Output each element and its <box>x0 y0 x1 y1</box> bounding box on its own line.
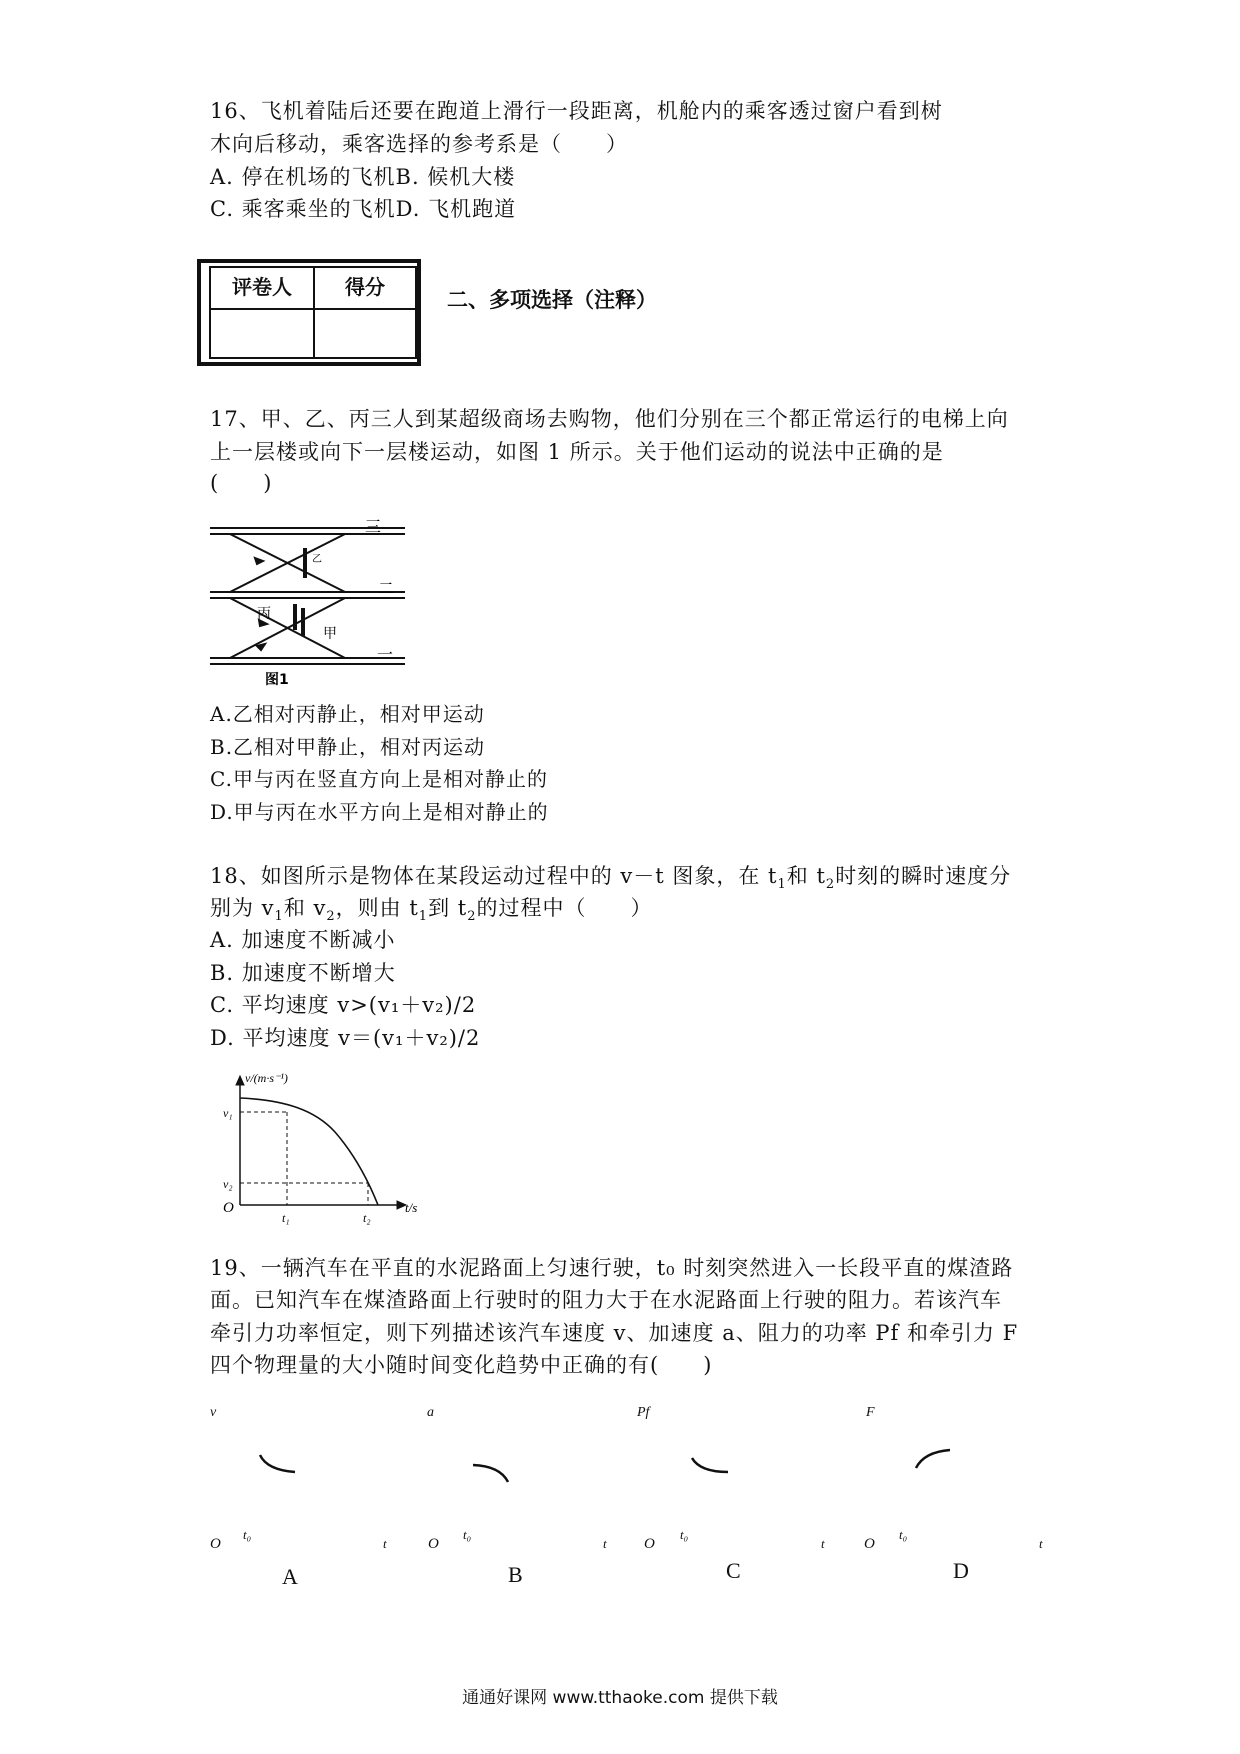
graph-c-t: t <box>821 1536 825 1551</box>
figure1-caption: 图1 <box>265 672 289 688</box>
q18-option-d: D. 平均速度 v＝(v₁＋v₂)/2 <box>210 1026 481 1050</box>
q18-line2-c: ，则由 t <box>335 896 419 920</box>
q18-sub-t2-a: 2 <box>825 877 836 893</box>
graph-a-label: A <box>282 1564 298 1589</box>
floor1-label: 一 <box>377 645 394 664</box>
graph-b-axis: a <box>427 1405 434 1420</box>
graph-c-origin: O <box>644 1536 655 1552</box>
q17-option-c: C.甲与丙在竖直方向上是相对静止的 <box>210 767 548 791</box>
q18-option-b: B. 加速度不断增大 <box>210 961 396 985</box>
q17-line1: 17、甲、乙、丙三人到某超级商场去购物，他们分别在三个都正常运行的电梯上向 <box>210 407 1009 431</box>
q19-line2: 面。已知汽车在煤渣路面上行驶时的阻力大于在水泥路面上行驶的阻力。若该汽车 <box>210 1288 1002 1312</box>
q18-line2-a: 别为 v <box>210 896 275 920</box>
q17-option-a: A.乙相对丙静止，相对甲运动 <box>210 702 485 726</box>
graph-c-curve <box>688 1452 738 1482</box>
score-label: 得分 <box>345 275 385 299</box>
graph-d-axis: F <box>866 1405 875 1420</box>
q18-line1-c: 时刻的瞬时速度分 <box>835 864 1012 888</box>
q18-option-c: C. 平均速度 v>(v₁＋v₂)/2 <box>210 993 477 1017</box>
person-bing-label: 丙 <box>257 606 271 622</box>
graph-a-t0: t₀ <box>243 1527 252 1542</box>
q16-line1: 16、飞机着陆后还要在跑道上滑行一段距离，机舱内的乘客透过窗户看到树 <box>210 99 943 123</box>
vt-xlabel: t/s <box>405 1200 418 1215</box>
q18-sub-t1-a: 1 <box>777 877 787 893</box>
graph-a-axis: v <box>210 1405 217 1420</box>
graph-a-origin: O <box>210 1536 221 1552</box>
score-table <box>197 259 421 366</box>
vt-t1: t₁ <box>282 1211 290 1225</box>
q18-sub-v2: 2 <box>326 909 336 925</box>
q18-line1-a: 18、如图所示是物体在某段运动过程中的 v－t 图象，在 t <box>210 864 778 888</box>
q17-line2: 上一层楼或向下一层楼运动，如图 1 所示。关于他们运动的说法中正确的是 <box>210 440 944 464</box>
graph-d-t0: t₀ <box>899 1527 908 1542</box>
vt-ylabel: v/(m·s⁻¹) <box>245 1071 288 1085</box>
q19-line1: 19、一辆汽车在平直的水泥路面上匀速行驶，t₀ 时刻突然进入一长段平直的煤渣路 <box>210 1256 1014 1280</box>
vt-v2: v₂ <box>223 1177 233 1191</box>
graph-d-t: t <box>1039 1536 1043 1551</box>
q18-line1-b: 和 t <box>786 864 826 888</box>
escalator-figure <box>205 518 415 688</box>
q18-line2-d: 到 t <box>428 896 468 920</box>
floor3-label: 三 <box>365 518 382 536</box>
q17-option-d: D.甲与丙在水平方向上是相对静止的 <box>210 800 549 824</box>
page-footer: 通通好课网 www.tthaoke.com 提供下载 <box>462 1688 778 1708</box>
graph-d-curve <box>912 1444 962 1474</box>
q19-line3: 牵引力功率恒定，则下列描述该汽车速度 v、加速度 a、阻力的功率 Pf 和牵引力 F <box>210 1321 1019 1345</box>
q18-option-a: A. 加速度不断减小 <box>210 928 396 952</box>
score-table-header-grader <box>209 266 315 310</box>
q19-line4: 四个物理量的大小随时间变化趋势中正确的有( ) <box>210 1353 713 1377</box>
vt-graph <box>205 1070 435 1230</box>
q17-option-b: B.乙相对甲静止，相对丙运动 <box>210 735 486 759</box>
graph-c-axis: Pf <box>637 1405 650 1420</box>
q18-line2-b: 和 v <box>283 896 327 920</box>
section-title: 二、多项选择（注释） <box>447 288 657 312</box>
grader-label: 评卷人 <box>232 275 292 299</box>
q18-sub-t1-b: 1 <box>418 909 429 925</box>
graph-d-label: D <box>953 1558 969 1583</box>
graph-a-t: t <box>383 1536 387 1551</box>
graph-b-origin: O <box>428 1536 439 1552</box>
vt-t2: t₂ <box>363 1211 371 1225</box>
q16-options-cd: C. 乘客乘坐的飞机D. 飞机跑道 <box>210 197 517 221</box>
graph-a-curve <box>255 1450 305 1480</box>
q18-line2-e: 的过程中（ ） <box>476 896 653 920</box>
graph-b-curve <box>470 1460 520 1490</box>
score-cell <box>313 308 417 359</box>
floor2-label: 二 <box>378 579 395 598</box>
person-yi-label: 乙 <box>312 554 322 565</box>
graph-b-t: t <box>603 1536 607 1551</box>
grader-cell <box>209 308 315 359</box>
q17-line3: ( ) <box>210 471 273 495</box>
graph-c-label: C <box>726 1558 741 1583</box>
graph-b-t0: t₀ <box>463 1527 472 1542</box>
graph-d-origin: O <box>864 1536 875 1552</box>
graph-c-t0: t₀ <box>680 1527 689 1542</box>
q16-line2: 木向后移动，乘客选择的参考系是（ ） <box>210 132 628 156</box>
q16-options-ab: A. 停在机场的飞机B. 候机大楼 <box>210 165 516 189</box>
score-table-header-score <box>313 266 417 310</box>
vt-v1: v₁ <box>223 1106 233 1120</box>
q18-sub-t2-b: 2 <box>467 909 477 925</box>
q18-sub-v1: 1 <box>274 909 284 925</box>
person-jia-label: 甲 <box>323 626 337 642</box>
graph-b-label: B <box>508 1562 523 1587</box>
vt-origin: O <box>223 1200 234 1216</box>
